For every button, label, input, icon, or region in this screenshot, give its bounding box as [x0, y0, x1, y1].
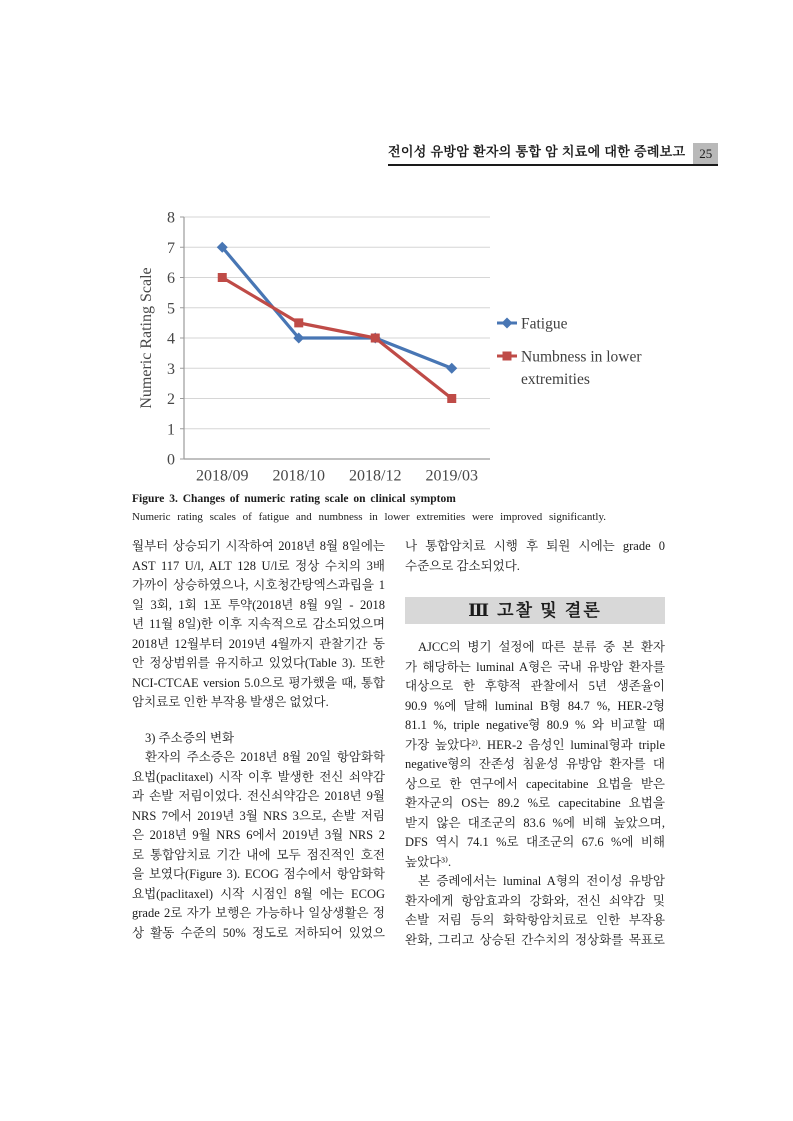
y-tick-label: 4 — [167, 330, 175, 348]
text-line: AJCC의 병기 설정에 따른 분류 중 본 환자 — [418, 640, 665, 654]
data-point — [218, 273, 227, 282]
text-line: 수준으로 감소되었다. — [405, 558, 520, 573]
text-line: 안 정상범위를 유지하고 있었다(Table 3). 또한 — [132, 656, 385, 670]
text-line: 본 증례에서는 luminal A형의 전이성 유방암 — [418, 874, 665, 888]
section-heading: Ⅲ 고찰 및 결론 — [405, 597, 665, 624]
legend-label: Fatigue — [521, 315, 568, 333]
text-line: 은 2018년 9월 NRS 6에서 2019년 3월 NRS 2 — [132, 828, 385, 842]
legend-marker — [503, 352, 512, 361]
y-tick-label: 3 — [167, 360, 175, 378]
y-tick-label: 7 — [167, 239, 175, 257]
y-axis-title: Numeric Rating Scale — [138, 267, 155, 409]
y-tick-label: 8 — [167, 209, 175, 227]
y-tick-label: 2 — [167, 391, 175, 408]
page-number-badge — [693, 143, 718, 164]
running-head — [388, 140, 718, 166]
paragraph — [405, 638, 665, 872]
text-line: 환자에게 항암효과의 강화와, 전신 쇠약감 및 — [405, 893, 665, 908]
text-line: 3) 주소증의 변화 — [145, 730, 235, 745]
text-line: 가까이 상승하였으나, 시호청간탕엑스과립을 1 — [132, 578, 385, 592]
text-line: 손발 저림 등의 화학항암치료로 인한 부작용 — [405, 913, 665, 927]
y-tick-label: 1 — [167, 421, 175, 439]
x-tick-label: 2018/09 — [196, 467, 249, 485]
data-point — [294, 318, 303, 327]
y-tick-label: 5 — [167, 300, 175, 318]
data-point — [371, 334, 380, 343]
text-line: 환자군의 OS는 89.2 %로 capecitabine 요법을 — [405, 796, 665, 810]
y-tick-label: 6 — [167, 270, 175, 287]
text-line: 상 활동 수준의 50% 정도로 저하되어 있었으 — [132, 925, 385, 940]
paragraph — [132, 729, 385, 749]
legend-marker — [502, 318, 513, 329]
text-line: 90.9 %에 달해 luminal B형 84.7 %, HER-2형 — [405, 698, 665, 713]
text-line: 월부터 상승되기 시작하여 2018년 8월 8일에는 — [132, 539, 385, 553]
nrs-line-chart — [135, 195, 690, 495]
text-line: 가장 높았다²⁾. HER-2 음성인 luminal형과 triple — [405, 737, 665, 752]
text-line: 가 해당하는 luminal A형은 국내 유방암 환자를 — [405, 659, 665, 674]
x-tick-label: 2019/03 — [425, 467, 478, 485]
running-head-title: 전이성 유방암 환자의 통합 암 치료에 대한 증례보고 — [388, 144, 686, 159]
y-tick-label: 0 — [167, 451, 175, 469]
text-line: grade 2로 자가 보행은 가능하나 일상생활은 정 — [132, 906, 385, 920]
paragraph — [405, 537, 665, 576]
text-line: 완화, 그리고 상승된 간수치의 정상화를 목표로 — [405, 932, 665, 947]
right-column — [405, 537, 665, 950]
left-column — [132, 537, 385, 943]
text-line: negative형의 잔존성 침윤성 유방암 환자를 대 — [405, 757, 665, 771]
x-tick-label: 2018/10 — [272, 467, 325, 485]
text-line: NCI-CTCAE version 5.0으로 평가했을 때, 통합 — [132, 675, 385, 690]
text-line: NRS 7에서 2019년 3월 NRS 3으로, 손발 저림 — [132, 808, 385, 823]
text-line: 상으로 한 연구에서 capecitabine 요법을 받은 — [405, 776, 665, 791]
figure-subcaption: Numeric rating scales of fatigue and numbness in lower extremities were improved significantly. — [132, 511, 607, 523]
paragraph — [132, 748, 385, 943]
text-line: 높았다³⁾. — [405, 854, 452, 869]
text-line: AST 117 U/l, ALT 128 U/l로 정상 수치의 3배 — [132, 558, 385, 573]
text-line: 일 3회, 1회 1포 투약(2018년 8월 9일 - 2018 — [132, 597, 385, 612]
text-line: 암치료로 인한 부작용 발생은 없었다. — [132, 695, 329, 709]
paragraph — [132, 537, 385, 713]
x-tick-label: 2018/12 — [349, 467, 402, 485]
page-number: 25 — [699, 145, 713, 161]
text-line: 로 통합암치료 기간 내에 모두 점진적인 호전 — [132, 847, 385, 862]
text-line: 요법(paclitaxel) 시작 시점인 8월 에는 ECOG — [132, 886, 385, 901]
legend-label: Numbness in lower — [521, 348, 642, 366]
text-line: 년 11월 8일)한 이후 지속적으로 감소되었으며 — [132, 617, 385, 631]
figure-caption: Figure 3. Changes of numeric rating scale on clinical symptom — [132, 493, 456, 505]
text-line: 과 손발 저림이었다. 전신쇠약감은 2018년 9월 — [132, 789, 385, 803]
text-line: 2018년 12월부터 2019년 4월까지 관찰기간 동 — [132, 636, 385, 651]
paragraph — [405, 872, 665, 950]
text-line: 81.1 %, triple negative형 80.9 % 와 비교할 때 — [405, 718, 665, 732]
legend-label: extremities — [521, 371, 590, 388]
text-line: DFS 역시 74.1 %로 대조군의 67.6 %에 비해 — [405, 835, 665, 849]
text-line: 을 보였다(Figure 3). ECOG 점수에서 항암화학 — [132, 867, 385, 881]
text-line: 받지 않은 대조군의 83.6 %에 비해 높았으며, — [405, 815, 665, 830]
text-line: 환자의 주소증은 2018년 8월 20일 항암화학 — [145, 750, 385, 764]
text-line: 대상으로 한 후향적 관찰에서 5년 생존율이 — [405, 679, 665, 693]
data-point — [447, 394, 456, 403]
figure-3-chart — [135, 195, 690, 495]
text-line: 요법(paclitaxel) 시작 이후 발생한 전신 쇠약감 — [132, 769, 385, 784]
data-point — [446, 363, 457, 374]
text-line: 나 통합암치료 시행 후 퇴원 시에는 grade 0 — [405, 539, 665, 553]
